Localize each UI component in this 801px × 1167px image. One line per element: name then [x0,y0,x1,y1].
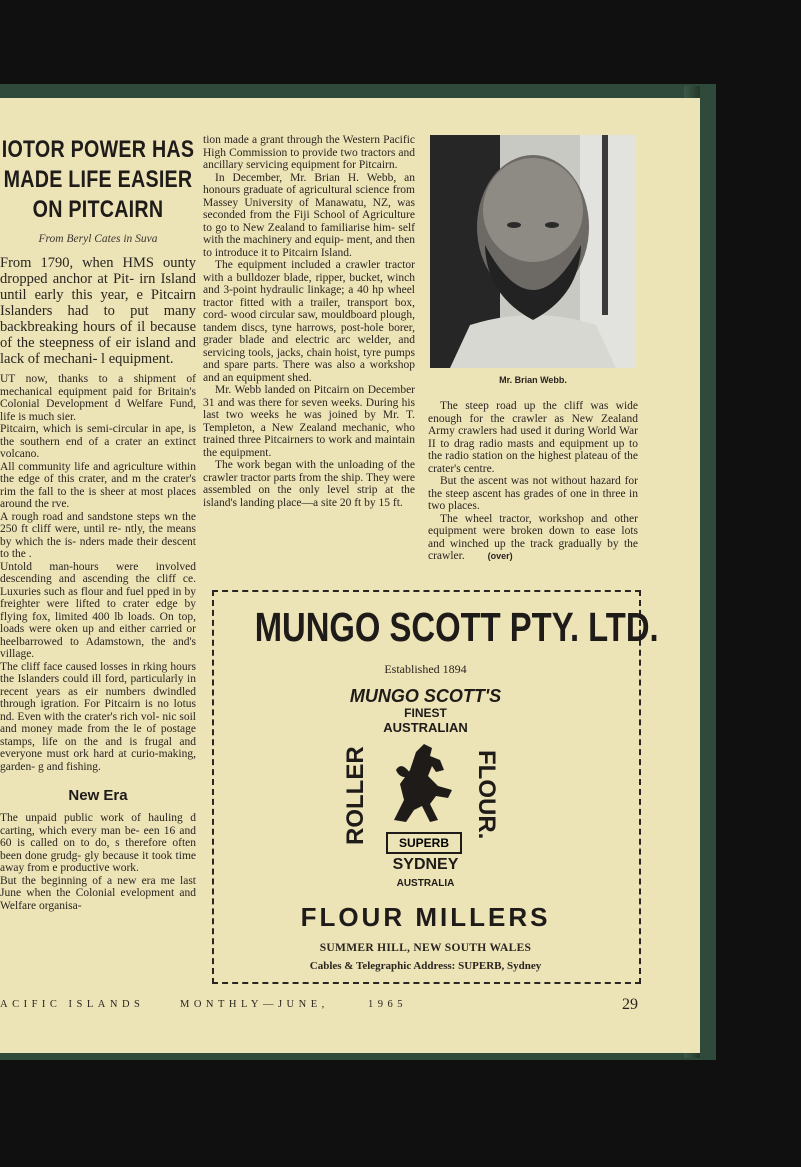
paragraph: A rough road and sandstone steps wn the 250 ft cliff were, until re- ntly, the means by which the is- nders made their descent to the . [0,510,196,560]
headline-line-1: IOTOR POWER HAS [1,136,195,163]
brand-sydney: SYDNEY [392,856,459,873]
paragraph [428,513,638,563]
ad-flour-millers: FLOUR MILLERS [300,902,551,932]
paragraph: Pitcairn, which is semi-circular in ape, is the southern end of a crater an extinct volcano. [0,423,196,460]
headline-line-2: MADE LIFE EASIER [3,166,193,193]
subheading: New Era [68,787,128,804]
article-column-1 [0,135,196,912]
paragraph-text: The wheel tractor, workshop and other equipment were broken down to ease lots and winched up the track gradually by the crawler. [428,512,638,562]
ad-title: MUNGO SCOTT PTY. LTD. [254,604,659,650]
paragraph: The steep road up the cliff was wide enough for the crawler as New Zealand Army crawlers had used it during World War II to drag radio masts and equipment up to the radio station on the highest plateau of the crater's centre. [428,400,638,475]
paragraph: The cliff face caused losses in rking hours the Islanders could ill ford, particularly in recent years as eir numbers dwindled through igration. For Pitcairn is no lotus nd. Even with the crater's rich vol- nic soil and money made from the le of postage stamps, life on the and is frugal and everyone must ork hard at curio-making, garden- g and fishing. [0,660,196,773]
superb-badge: SUPERB [386,832,462,854]
roller-label: ROLLER [342,746,369,846]
ad-established: Established 1894 [384,662,467,676]
paragraph: In December, Mr. Brian H. Webb, an honours graduate of agricultural science from Massey University of Manawatu, NZ, was seconded from the Fiji School of Agriculture to go to New Zealand to familiarise him- self with the machinery and equip- ment, and then to introduce it to Pitcairn Island. [203,171,415,259]
portrait-photo [430,135,636,368]
article-column-3 [428,400,638,563]
advertisement [212,590,659,982]
footer-issue: MONTHLY—JUNE, [180,999,329,1010]
paragraph: tion made a grant through the Western Pacific High Commission to provide two tractors and ancillary servicing equipment for Pitcairn. [203,134,415,171]
paragraph: But the beginning of a new era me last June when the Colonial evelopment and Welfare organisa- [0,874,196,912]
paragraph: The unpaid public work of hauling d carting, which every man be- een 16 and 60 is called on to do, s therefore often been done grudg- gly because it took time away from e productive work. [0,812,196,874]
ad-address: SUMMER HILL, NEW SOUTH WALES [319,942,532,954]
page-number: 29 [622,996,638,1013]
paragraph: Mr. Webb landed on Pitcairn on December 31 and was there for seven weeks. During his last two weeks he was joined by Mr. T. Templeton, a New Zealand mechanic, who trained three Pitcairners to work and maintain the equipment. [203,384,415,459]
footer-year: 1965 [368,999,407,1010]
paragraph: UT now, thanks to a shipment of mechanical equipment paid for Britain's Colonial Development d Welfare Fund, life is much sier. [0,373,196,423]
ad-cable-address: Cables & Telegraphic Address: SUPERB, Sydney [309,960,542,972]
lead-paragraph: From 1790, when HMS ounty dropped anchor at Pit- irn Island until early this year, e Pitcairn Islanders had to put many backbreaking hours of il because of the steepness of eir island and lack of mechani- l equipment. [0,255,196,367]
flour-label: FLOUR. [473,750,500,840]
article-column-2 [203,134,415,509]
brand-name: MUNGO SCOTT'S [349,686,502,706]
over-label: (over) [487,551,513,561]
paragraph: But the ascent was not without hazard for the steep ascent has grades of one in three in two places. [428,475,638,512]
paragraph: The equipment included a crawler tractor with a bulldozer blade, ripper, bucket, winch and 3-point hydraulic linkage; a 40 hp wheel tractor fitted with a trailer, transport box, cord- wood circular saw, mouldboard plough, tandem discs, tyne harrows, post-hole borer, grader blade and electric arc welder, and servicing tools, jacks, chain hoist, tyre pumps and spare parts. There was also a workshop and an equipment shed. [203,259,415,384]
photo-caption: Mr. Brian Webb. [499,375,567,385]
headline-line-3: ON PITCAIRN [32,196,164,223]
footer-publication: ACIFIC ISLANDS [0,999,145,1010]
horse-logo-icon [382,740,462,828]
article-headline [0,135,196,225]
brand-country: AUSTRALIA [396,878,455,889]
paragraph: Untold man-hours were involved descending and ascending the cliff ce. Luxuries such as flour and fuel pped in by freighter were lifted to crater edge by flying fox, limited 400 lb loads. On top, loads were oken up and either carried or heelbarrowed to Adamstown, the and's village. [0,560,196,660]
article-byline: From Beryl Cates in Suva [38,233,158,245]
paragraph: All community life and agriculture within the edge of this crater, and m the crater's rim the fall to the is sheer at most places around the rve. [0,460,196,510]
paragraph: The work began with the unloading of the crawler tractor parts from the ship. They were assembled on the only level strip at the island's landing place—a site 20 ft by 15 ft. [203,459,415,509]
brand-finest: FINEST [404,706,447,720]
brand-australian: AUSTRALIAN [383,720,468,735]
portrait-illustration [430,135,636,368]
